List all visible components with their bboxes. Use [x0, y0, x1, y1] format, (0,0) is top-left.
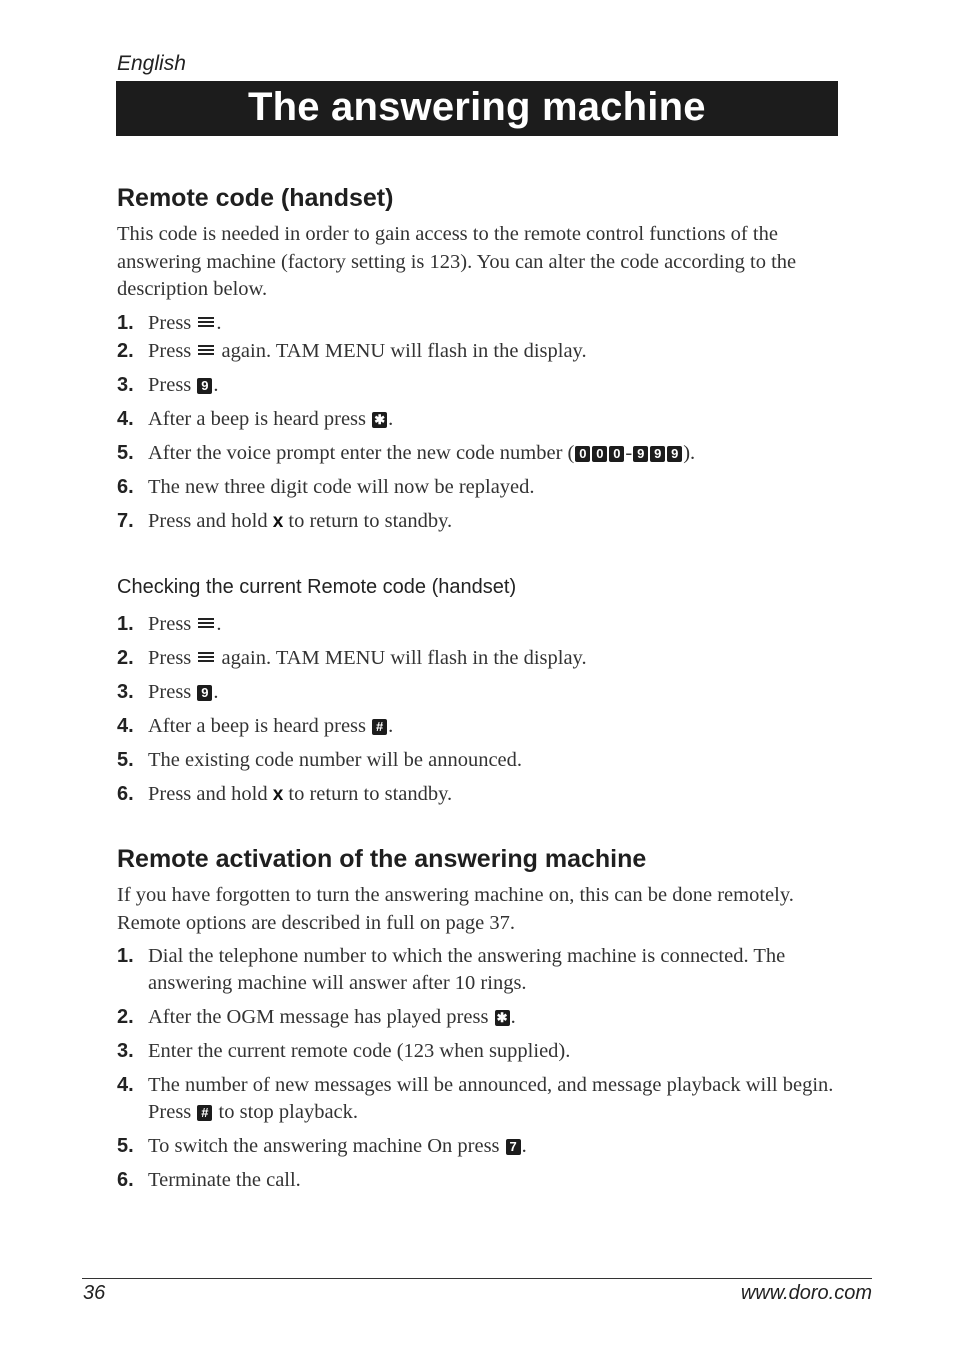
step-text-end: . — [388, 715, 394, 737]
step-number: 2. — [117, 647, 134, 669]
step-number: 4. — [117, 1074, 134, 1096]
step-number: 5. — [117, 441, 134, 464]
section-remote-code — [117, 184, 842, 535]
step-text: Press — [148, 681, 192, 703]
subsection-heading: Checking the current Remote code (handset) — [117, 576, 517, 598]
section-check-remote-code — [117, 576, 842, 808]
step-text: Terminate the call. — [148, 1169, 301, 1191]
step-list — [117, 611, 842, 808]
step-text: Press and hold — [148, 783, 268, 805]
step-text: The number of new messages will be announced, and message playback will begin. Press — [148, 1074, 834, 1123]
step-text: After a beep is heard press — [148, 715, 367, 737]
step-text: To switch the answering machine On press — [148, 1135, 500, 1157]
step-text: Dial the telephone number to which the answering machine is connected. The answering machine will answer after 10 rings. — [148, 945, 786, 994]
list-item — [117, 747, 842, 774]
step-number: 7. — [117, 509, 134, 532]
step-text: The existing code number will be announced. — [148, 749, 523, 771]
list-item — [117, 781, 842, 808]
menu-key-icon — [198, 315, 214, 330]
list-item — [117, 713, 842, 740]
step-list — [117, 310, 842, 535]
list-item — [117, 338, 842, 365]
step-number: 4. — [117, 407, 134, 430]
section-remote-activation — [117, 845, 842, 1194]
step-number: 3. — [117, 681, 134, 703]
key-9-icon: 9 — [197, 685, 212, 701]
page-title: The answering machine — [248, 85, 706, 129]
step-text: Press — [148, 339, 192, 362]
website-link[interactable]: www.doro.com — [740, 1282, 872, 1304]
key-9-icon: 9 — [633, 446, 648, 462]
list-item — [117, 310, 842, 337]
step-text-end: to stop playback. — [218, 1101, 359, 1123]
section-heading: Remote code (handset) — [117, 184, 394, 212]
step-number: 1. — [117, 311, 134, 334]
step-number: 2. — [117, 339, 134, 362]
step-number: 3. — [117, 373, 134, 396]
step-text: Press and hold — [148, 509, 268, 532]
end-call-key-icon: x — [272, 510, 284, 532]
key-9-icon: 9 — [667, 446, 682, 462]
step-number: 2. — [117, 1006, 134, 1028]
menu-key-icon — [198, 616, 214, 631]
list-item — [117, 440, 842, 467]
list-item — [117, 1004, 842, 1031]
list-item — [117, 1133, 842, 1160]
star-key-icon: ✱ — [372, 412, 387, 428]
step-number: 6. — [117, 783, 134, 805]
section-intro: This code is needed in order to gain access to the remote control functions of the answering machine (factory setting is 123). You can alter the code according to the description below. — [117, 223, 797, 300]
list-item — [117, 1167, 842, 1194]
key-7-icon: 7 — [506, 1139, 521, 1155]
section-heading: Remote activation of the answering machine — [117, 845, 647, 873]
step-text: After the voice prompt enter the new code number ( — [148, 441, 575, 464]
step-text-end: . — [510, 1006, 516, 1028]
step-number: 6. — [117, 475, 134, 498]
menu-key-icon — [198, 650, 214, 665]
step-text-end: . — [216, 613, 222, 635]
list-item — [117, 943, 842, 997]
hash-key-icon: # — [197, 1105, 212, 1121]
star-key-icon: ✱ — [495, 1010, 510, 1026]
section-intro: If you have forgotten to turn the answering machine on, this can be done remotely. Remote options are described in full on page 37. — [117, 884, 794, 934]
key-0-icon: 0 — [609, 446, 624, 462]
step-text-end: . — [521, 1135, 527, 1157]
step-text: Enter the current remote code (123 when supplied). — [148, 1040, 571, 1062]
key-9-icon: 9 — [197, 378, 212, 394]
step-text: Press — [148, 613, 192, 635]
key-9-icon: 9 — [650, 446, 665, 462]
list-item — [117, 1038, 842, 1065]
step-text-end: . — [216, 311, 222, 334]
step-text-end: again. TAM MENU will flash in the display. — [221, 339, 587, 362]
list-item — [117, 679, 842, 706]
menu-key-icon — [198, 343, 214, 358]
footer-divider — [82, 1278, 872, 1279]
step-number: 4. — [117, 715, 134, 737]
step-number: 6. — [117, 1169, 134, 1191]
list-item — [117, 474, 842, 501]
page-number: 36 — [83, 1282, 106, 1304]
step-text: After the OGM message has played press — [148, 1006, 489, 1028]
step-number: 1. — [117, 613, 134, 635]
step-text: Press — [148, 373, 192, 396]
step-text: After a beep is heard press — [148, 407, 367, 430]
step-number: 3. — [117, 1040, 134, 1062]
list-item — [117, 406, 842, 433]
language-label: English — [117, 52, 186, 75]
key-0-icon: 0 — [575, 446, 590, 462]
step-number: 5. — [117, 1135, 134, 1157]
step-text-end: . — [388, 407, 394, 430]
list-item — [117, 1072, 842, 1126]
step-text-end: ). — [683, 441, 696, 464]
title-bar — [116, 81, 838, 136]
list-item — [117, 508, 842, 535]
step-text: The new three digit code will now be replayed. — [148, 475, 535, 498]
step-text-end: to return to standby. — [288, 509, 453, 532]
end-call-key-icon: x — [272, 784, 284, 805]
step-list — [117, 943, 842, 1194]
step-text-end: . — [213, 681, 219, 703]
step-text: Press — [148, 311, 192, 334]
range-separator: - — [625, 441, 633, 464]
step-text-end: to return to standby. — [288, 783, 453, 805]
list-item — [117, 611, 842, 638]
step-text-end: . — [213, 373, 219, 396]
hash-key-icon: # — [372, 719, 387, 735]
key-0-icon: 0 — [592, 446, 607, 462]
step-number: 5. — [117, 749, 134, 771]
step-number: 1. — [117, 945, 134, 967]
list-item — [117, 645, 842, 672]
step-text-end: again. TAM MENU will flash in the display. — [221, 647, 587, 669]
step-text: Press — [148, 647, 192, 669]
list-item — [117, 372, 842, 399]
